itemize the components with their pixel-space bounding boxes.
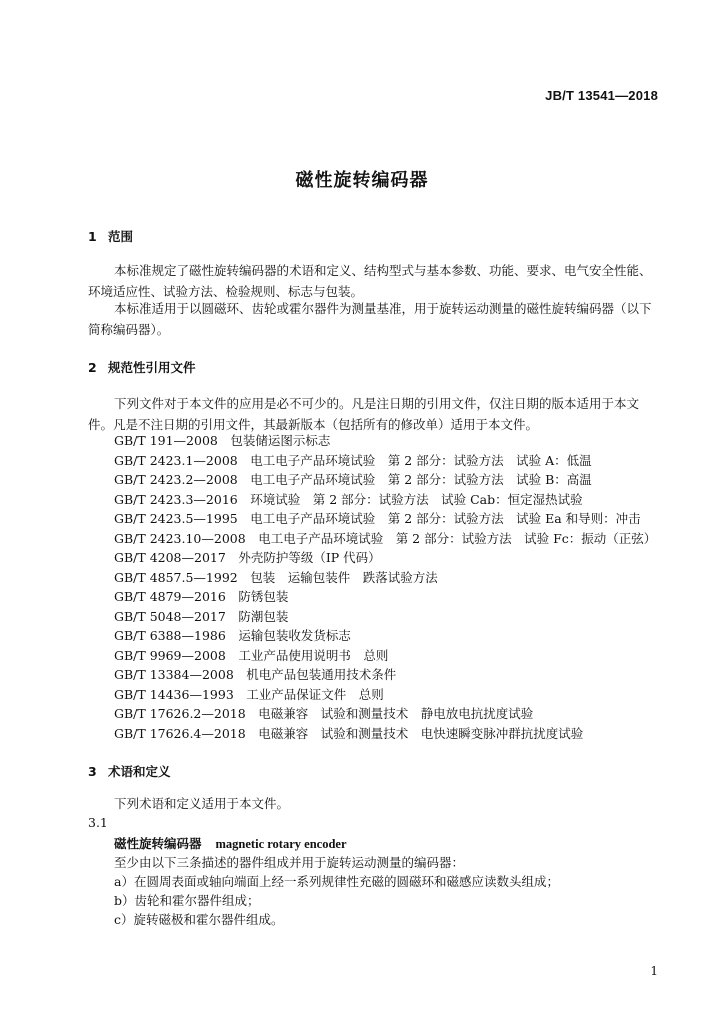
reference-item: GB/T 4879—2016 防锈包装 (114, 589, 289, 604)
term-english: magnetic rotary encoder (215, 837, 347, 851)
section-2-intro: 下列文件对于本文件的应用是必不可少的。凡是注日期的引用文件，仅注日期的版本适用于本文件。凡是不注日期的引用文件，其最新版本（包括所有的修改单）适用于本文件。 (88, 396, 640, 432)
definition-item-b: b）齿轮和霍尔器件组成； (114, 893, 260, 908)
clause-3-1-number: 3.1 (88, 815, 108, 830)
reference-item: GB/T 2423.1—2008 电工电子产品环境试验 第 2 部分：试验方法 试验 A：低温 (114, 452, 592, 468)
reference-item: GB/T 191—2008 包装储运图示标志 (114, 433, 331, 448)
reference-item: GB/T 17626.2—2018 电磁兼容 试验和测量技术 静电放电抗扰度试验 (114, 706, 534, 721)
reference-item: GB/T 4208—2017 外壳防护等级（IP 代码） (114, 550, 381, 565)
section-2-heading (88, 358, 196, 376)
reference-item: GB/T 6388—1986 运输包装收发货标志 (114, 628, 351, 643)
standard-number: JB/T 13541—2018 (545, 88, 658, 103)
term-definition: 至少由以下三条描述的器件组成并用于旋转运动测量的编码器： (114, 855, 465, 870)
reference-item: GB/T 2423.2—2008 电工电子产品环境试验 第 2 部分：试验方法 试验 B：高温 (114, 472, 592, 487)
section-1-paragraph-1: 本标准规定了磁性旋转编码器的术语和定义、结构型式与基本参数、功能、要求、电气安全性能、环境适应性、试验方法、检验规则、标志与包装。 (88, 263, 652, 299)
definition-item-c: c）旋转磁极和霍尔器件组成。 (114, 912, 284, 927)
section-3-heading (88, 762, 171, 780)
section-3-title: 术语和定义 (108, 764, 171, 779)
section-2-title: 规范性引用文件 (108, 360, 196, 375)
reference-item: GB/T 4857.5—1992 包装 运输包装件 跌落试验方法 (114, 569, 438, 585)
reference-item: GB/T 9969—2008 工业产品使用说明书 总则 (114, 647, 389, 663)
section-3-intro: 下列术语和定义适用于本文件。 (114, 796, 290, 811)
section-1-heading (88, 227, 133, 245)
reference-item: GB/T 14436—1993 工业产品保证文件 总则 (114, 686, 384, 702)
term-entry (114, 834, 347, 852)
reference-item: GB/T 2423.10—2008 电工电子产品环境试验 第 2 部分：试验方法 试验 Fc：振动（正弦） (114, 530, 657, 546)
term-chinese: 磁性旋转编码器 (114, 836, 202, 851)
reference-item: GB/T 17626.4—2018 电磁兼容 试验和测量技术 电快速瞬变脉冲群抗扰度试验 (114, 725, 584, 741)
reference-item: GB/T 13384—2008 机电产品包装通用技术条件 (114, 667, 397, 682)
section-1-title: 范围 (108, 229, 134, 244)
reference-item: GB/T 5048—2017 防潮包装 (114, 608, 289, 624)
section-1-number: 1 (88, 229, 97, 244)
section-1-paragraph-2: 本标准适用于以圆磁环、齿轮或霍尔器件为测量基准，用于旋转运动测量的磁性旋转编码器（以下简称编码器）。 (88, 301, 652, 337)
section-3-number: 3 (88, 764, 97, 779)
definition-item-a: a）在圆周表面或轴向端面上经一系列规律性充磁的圆磁环和磁感应读数头组成； (114, 874, 559, 889)
reference-item: GB/T 2423.3—2016 环境试验 第 2 部分：试验方法 试验 Cab：恒定湿热试验 (114, 491, 583, 507)
page-number: 1 (650, 964, 658, 978)
reference-item: GB/T 2423.5—1995 电工电子产品环境试验 第 2 部分：试验方法 试验 Ea 和导则：冲击 (114, 511, 641, 526)
section-2-number: 2 (88, 360, 97, 375)
normative-reference-list (114, 431, 656, 743)
document-title: 磁性旋转编码器 (295, 170, 429, 191)
